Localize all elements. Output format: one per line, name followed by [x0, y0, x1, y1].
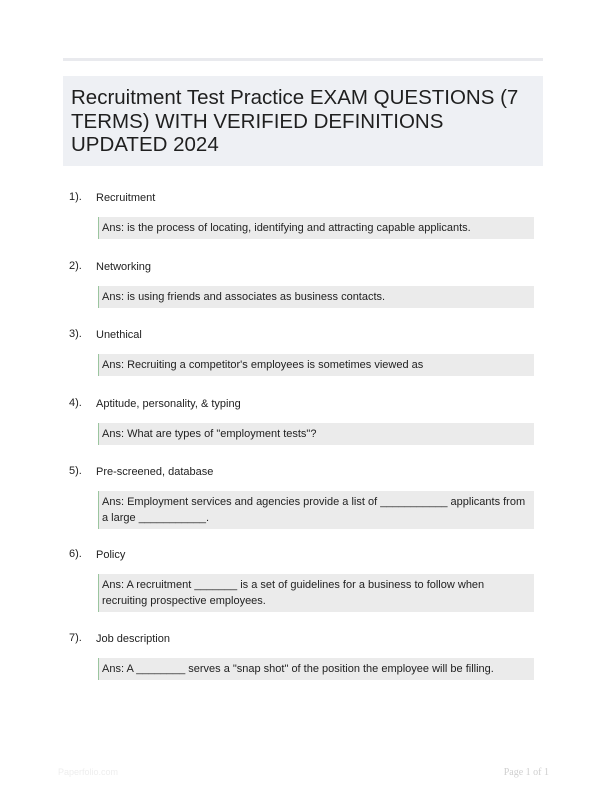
item-number: 3). — [69, 328, 82, 340]
page-number: Page 1 of 1 — [503, 767, 549, 778]
top-divider — [63, 58, 543, 61]
term-text: Recruitment — [96, 192, 156, 204]
term-text: Pre-screened, database — [96, 466, 214, 478]
item-number: 6). — [69, 548, 82, 560]
answer-box: Ans: A ________ serves a "snap shot" of the position the employee will be filling. — [98, 658, 534, 680]
term-text: Networking — [96, 261, 152, 273]
document-title: Recruitment Test Practice EXAM QUESTIONS (7 TERMS) WITH VERIFIED DEFINITIONS UPDATED 2024 — [71, 86, 519, 156]
item-number: 1). — [69, 191, 82, 203]
term-text: Aptitude, personality, & typing — [96, 398, 241, 410]
item-number: 2). — [69, 260, 82, 272]
footer-site: Paperfolio.com — [58, 767, 119, 777]
term-text: Unethical — [96, 329, 142, 341]
item-number: 4). — [69, 397, 82, 409]
item-number: 5). — [69, 465, 82, 477]
answer-box: Ans: is the process of locating, identifying and attracting capable applicants. — [98, 217, 534, 239]
answer-box: Ans: is using friends and associates as business contacts. — [98, 286, 534, 308]
item-number: 7). — [69, 632, 82, 644]
answer-box: Ans: Recruiting a competitor's employees is sometimes viewed as — [98, 354, 534, 376]
answer-box: Ans: A recruitment _______ is a set of guidelines for a business to follow when recruiting prospective employees. — [98, 574, 534, 612]
term-text: Policy — [96, 549, 126, 561]
answer-box: Ans: Employment services and agencies provide a list of ___________ applicants from a large ___________. — [98, 491, 534, 529]
title-banner — [63, 76, 543, 166]
answer-box: Ans: What are types of "employment tests"? — [98, 423, 534, 445]
term-text: Job description — [96, 633, 170, 645]
